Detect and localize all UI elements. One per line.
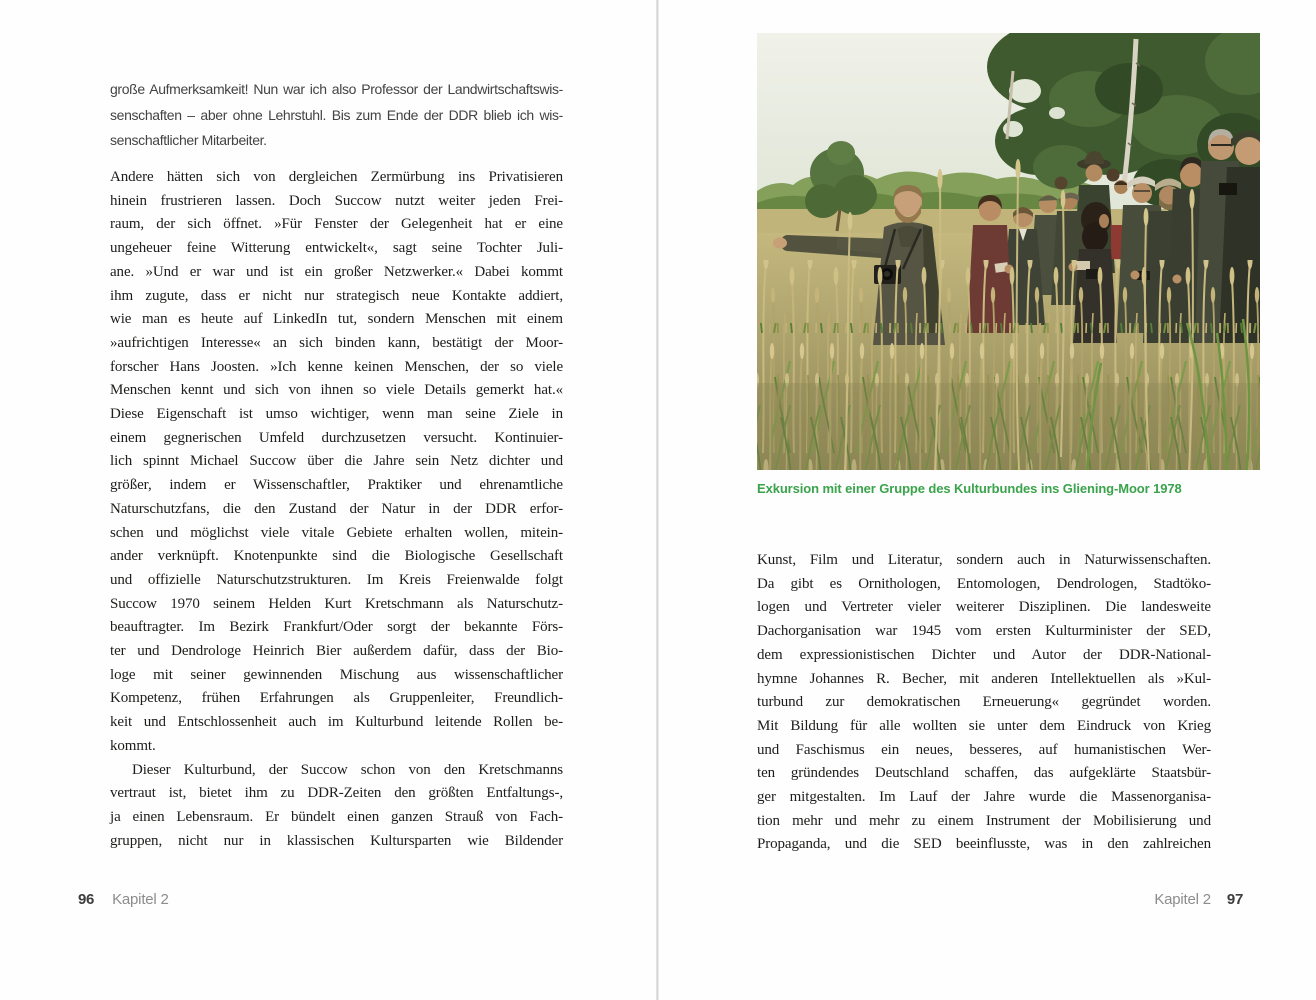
page-number: 97	[1226, 891, 1243, 908]
text-line: Naturschutzfans, die den Zustand der Natur in der DDR erfor-	[110, 500, 563, 517]
text-line: turbund zur demokratischen Erneuerung« gegründet worden.	[757, 694, 1211, 711]
text-line: kommt.	[110, 737, 156, 754]
left-body-column	[110, 166, 563, 853]
text-line: forscher Hans Joosten. »Ich kenne keinen Menschen, der so viele	[110, 358, 563, 375]
text-line: Da gibt es Ornithologen, Entomologen, Dendrologen, Stadtöko-	[757, 575, 1211, 592]
text-line: ter und Dendrologe Heinrich Bier außerdem dafür, dass der Bio-	[110, 643, 563, 660]
text-line: raum, der sich öffnet. »Für Fenster der Gelegenheit hat er eine	[110, 216, 563, 233]
right-body-column	[757, 549, 1211, 857]
text-line: Dachorganisation war 1945 vom ersten Kulturminister der SED,	[757, 623, 1211, 640]
text-line: wie man es heute auf LinkedIn tut, sondern Menschen mit einem	[110, 311, 563, 328]
excursion-photo	[757, 33, 1260, 470]
text-line: Kunst, Film und Literatur, sondern auch in Naturwissenschaften.	[757, 552, 1211, 568]
chapter-label: Kapitel 2	[112, 891, 169, 908]
excursion-photo-illustration	[757, 33, 1260, 470]
text-line: Andere hätten sich von dergleichen Zermürbung ins Privatisieren	[110, 169, 563, 185]
text-line: und offizielle Naturschutzstrukturen. Im Kreis Freienwalde folgt	[110, 571, 563, 588]
text-line: gruppen, nicht nur in klassischen Kultursparten wie Bildender	[110, 832, 563, 849]
left-page-footer	[78, 891, 169, 908]
right-page-footer	[757, 891, 1243, 908]
text-line: tion mehr und mehr zu einem Instrument der Mobilisierung und	[757, 812, 1211, 829]
text-line: ger mitgestalten. Im Lauf der Jahre wurde die Massenorganisa-	[757, 789, 1211, 806]
text-line: beauftragter. Im Bezirk Frankfurt/Oder sorgt der bekannte Förs-	[110, 619, 563, 636]
paragraph	[110, 166, 563, 759]
text-line: Kompetenz, frühen Erfahrungen als Gruppenleiter, Freundlich-	[110, 690, 563, 707]
text-line: Succow 1970 seinem Helden Kurt Kretschmann als Naturschutz-	[110, 595, 563, 612]
text-line: und Faschismus ein neues, besseres, auf humanistischen Wer-	[757, 741, 1211, 758]
text-line: ten gründendes Deutschland schaffen, das aufgeklärte Staatsbür-	[757, 765, 1211, 782]
text-line: keit und Entschlossenheit auch im Kulturbund leitende Rollen be-	[110, 714, 563, 731]
chapter-label: Kapitel 2	[1154, 891, 1211, 908]
text-line: vertraut ist, bietet ihm zu DDR-Zeiten den größten Entfaltungs-,	[110, 785, 563, 802]
intro-paragraph	[110, 77, 563, 154]
text-line: Propaganda, und die SED beeinflusste, was in den zahlreichen	[757, 836, 1211, 853]
text-line: dem expressionistischen Dichter und Autor der DDR-National-	[757, 646, 1211, 663]
text-line: Diese Eigenschaft ist umso wichtiger, wenn man seine Ziele in	[110, 406, 563, 423]
text-line: senschaftlicher Mitarbeiter.	[110, 132, 267, 148]
text-line: lich spinnt Michael Succow über die Jahre sein Netz dichter und	[110, 453, 563, 470]
text-line: senschaften – aber ohne Lehrstuhl. Bis zum Ende der DDR blieb ich wis-	[110, 106, 563, 123]
text-line: große Aufmerksamkeit! Nun war ich also Professor der Landwirtschaftswis-	[110, 81, 563, 97]
text-line: ihm zugute, dass er nicht nur strategisch neue Kontakte addiert,	[110, 287, 563, 304]
text-line: einem gegnerischen Umfeld durchzusetzen versucht. Kontinuier-	[110, 429, 563, 446]
text-line: schen und möglichst viele vitale Gebiete erhalten wollen, mitein-	[110, 524, 563, 541]
text-line: ane. »Und er war und ist ein großer Netzwerker.« Dabei kommt	[110, 263, 563, 280]
text-line: »aufrichtigen Interesse« an sich binden kann, bestätigt der Moor-	[110, 334, 563, 351]
text-line: Dieser Kulturbund, der Succow schon von den Kretschmanns	[132, 761, 563, 778]
photo-caption: Exkursion mit einer Gruppe des Kulturbundes ins Gliening-Moor 1978	[757, 481, 1182, 496]
text-line: hymne Johannes R. Becher, mit anderen Intellektuellen als »Kul-	[757, 670, 1211, 687]
page-divider	[656, 0, 659, 1000]
text-line: ja einen Lebensraum. Er bündelt einen ganzen Strauß von Fach-	[110, 808, 563, 825]
text-line: Mit Bildung für alle wollten sie unter dem Eindruck von Krieg	[757, 717, 1211, 734]
text-line: loge mit seiner gewinnenden Mischung aus wissenschaftlicher	[110, 666, 563, 683]
text-line: Menschen kennt und sich von ihnen so viele Details gemerkt hat.«	[110, 382, 563, 399]
page-number: 96	[78, 891, 95, 908]
paragraph	[110, 759, 563, 854]
text-line: hinein frustrieren lassen. Doch Succow nutzt weiter jeden Frei-	[110, 192, 563, 209]
text-line: ungeheuer feine Witterung entwickelt«, sagt seine Tochter Juli-	[110, 240, 563, 257]
text-line: ander verknüpft. Knotenpunkte sind die Biologische Gesellschaft	[110, 548, 563, 565]
text-line: größer, indem er Wissenschaftler, Praktiker und ehrenamtliche	[110, 477, 563, 494]
text-line: logen und Vertreter vieler weiterer Disziplinen. Die landesweite	[757, 599, 1211, 616]
